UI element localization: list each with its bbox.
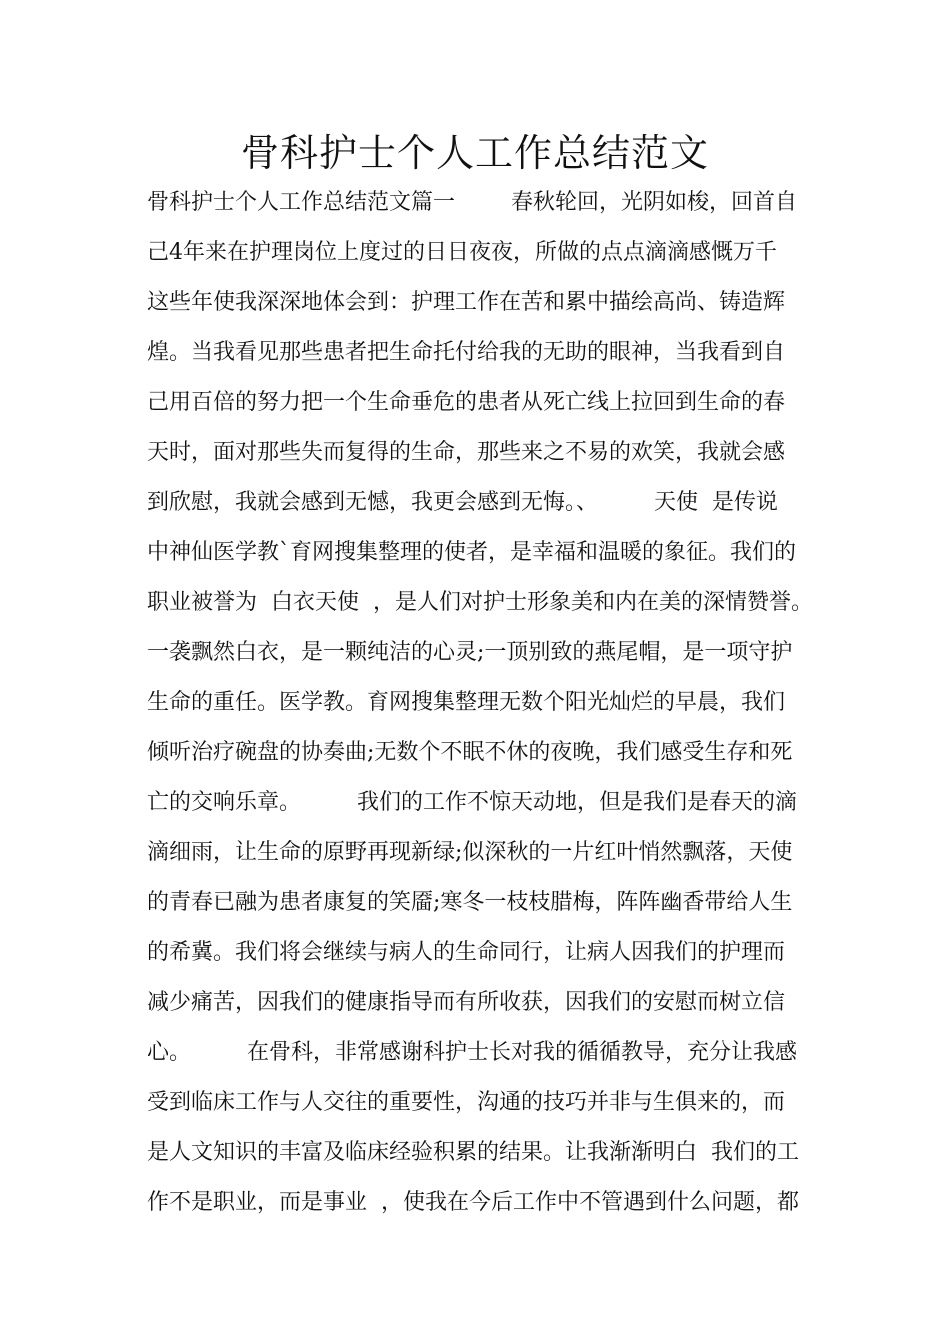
body-line: 减少痛苦，因我们的健康指导而有所收获，因我们的安慰而树立信 [147,990,786,1015]
body-line: 这些年使我深深地体会到：护理工作在苦和累中描绘高尚、铸造辉 [147,290,786,315]
body-line: 生命的重任。医学教。育网搜集整理无数个阳光灿烂的早晨，我们 [147,690,786,715]
document-body [147,178,817,1228]
body-line: 煌。当我看见那些患者把生命托付给我的无助的眼神，当我看到自 [147,340,786,365]
body-line: 受到临床工作与人交往的重要性，沟通的技巧并非与生俱来的，而 [147,1090,786,1115]
body-line: 作不是职业，而是事业 ，使我在今后工作中不管遇到什么问题，都 [147,1190,799,1215]
document-title: 骨科护士个人工作总结范文 [240,131,709,175]
body-line: 的青春已融为患者康复的笑靥;寒冬一枝枝腊梅，阵阵幽香带给人生 [147,890,793,915]
body-line: 心。 在骨科，非常感谢科护士长对我的循循教导，充分让我感 [147,1040,797,1065]
body-line: 倾听治疗碗盘的协奏曲;无数个不眠不休的夜晚，我们感受生存和死 [147,740,793,765]
body-line: 到欣慰，我就会感到无憾，我更会感到无悔。、 天使 是传说 [147,490,778,515]
body-line: 滴细雨，让生命的原野再现新绿;似深秋的一片红叶悄然飘落，天使 [147,840,793,865]
body-line: 己4年来在护理岗位上度过的日日夜夜，所做的点点滴滴感慨万千 [147,240,777,265]
body-line: 是人文知识的丰富及临床经验积累的结果。让我渐渐明白 我们的工 [147,1140,799,1165]
body-line: 的希冀。我们将会继续与病人的生命同行，让病人因我们的护理而 [147,940,786,965]
body-line: 亡的交响乐章。 我们的工作不惊天动地，但是我们是春天的滴 [147,790,797,815]
body-line: 职业被誉为 白衣天使 ，是人们对护士形象美和内在美的深情赞誉。 [147,590,813,615]
body-line: 己用百倍的努力把一个生命垂危的患者从死亡线上拉回到生命的春 [147,390,786,415]
body-line: 天时，面对那些失而复得的生命，那些来之不易的欢笑，我就会感 [147,440,786,465]
body-line: 骨科护士个人工作总结范文篇一 春秋轮回，光阴如梭，回首自 [147,190,797,215]
body-line: 一袭飘然白衣，是一颗纯洁的心灵;一顶别致的燕尾帽，是一项守护 [147,640,793,665]
body-line: 中神仙医学教`育网搜集整理的使者，是幸福和温暖的象征。我们的 [147,540,797,565]
